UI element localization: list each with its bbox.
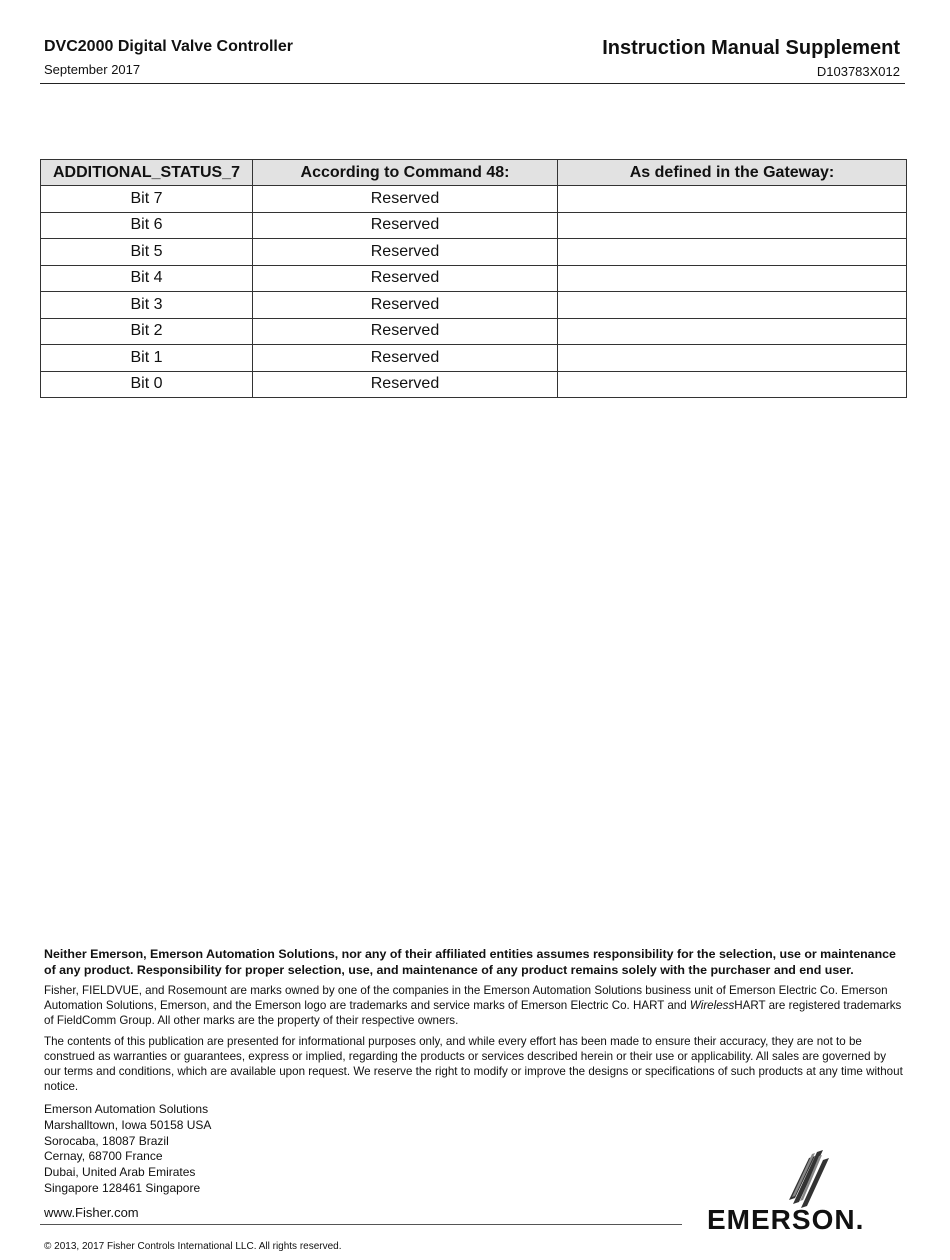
website-link[interactable]: www.Fisher.com [44,1205,139,1220]
bit-cell: Bit 2 [41,318,253,345]
table-row [41,292,907,319]
bit-cell: Bit 0 [41,371,253,398]
bit-cell: Bit 5 [41,239,253,266]
command48-cell: Reserved [253,265,558,292]
gateway-cell [558,186,907,213]
emerson-logo-icon [779,1150,833,1208]
column-header-status: ADDITIONAL_STATUS_7 [41,160,253,186]
contents-notice: The contents of this publication are presented for informational purposes only, and while every effort has been made to ensure their accuracy, they are not to be construed as warranties or guarantees, express or implied, regarding the products or services described herein or their use or applicability. All sales are governed by our terms and conditions, which are available upon request. We reserve the right to modify or improve the designs or specifications of such products at any time without notice. [44,1035,903,1093]
command48-cell: Reserved [253,371,558,398]
liability-disclaimer: Neither Emerson, Emerson Automation Solutions, nor any of their affiliated entities assumes responsibility for the selection, use or maintenance of any product. Responsibility for proper selection, use, and maintenance of any product remains solely with the purchaser and end user. [44,947,896,977]
bit-cell: Bit 4 [41,265,253,292]
command48-cell: Reserved [253,345,558,372]
address-line: Cernay, 68700 France [44,1149,163,1164]
gateway-cell [558,239,907,266]
table-row [41,318,907,345]
command48-cell: Reserved [253,318,558,345]
company-addresses [44,1102,211,1197]
table-row [41,239,907,266]
emerson-logo [707,1150,907,1236]
command48-cell: Reserved [253,186,558,213]
table-header-row [41,160,907,186]
trademark-text-part1: Fisher, FIELDVUE, and Rosemount are marks owned by one of the companies in the Emerson Automation Solutions business unit of Emerson Electric Co. Emerson Automation Solutions, Emerson, and the Emerson logo are trademarks and service marks of Emerson Electric Co. HART and [44,984,888,1012]
address-line: Marshalltown, Iowa 50158 USA [44,1117,212,1132]
product-title: DVC2000 Digital Valve Controller [44,38,293,55]
table-row [41,265,907,292]
bit-cell: Bit 6 [41,212,253,239]
command48-cell: Reserved [253,292,558,319]
emerson-wordmark: EMERSON. [707,1204,865,1235]
gateway-cell [558,265,907,292]
gateway-cell [558,212,907,239]
column-header-gateway: As defined in the Gateway: [558,160,907,186]
bit-cell: Bit 3 [41,292,253,319]
table-row [41,371,907,398]
bit-cell: Bit 7 [41,186,253,213]
gateway-cell [558,345,907,372]
address-line: Sorocaba, 18087 Brazil [44,1133,169,1148]
command48-cell: Reserved [253,239,558,266]
trademark-text-italic: Wireless [689,999,735,1012]
document-number: D103783X012 [816,64,900,79]
footer-divider [40,1224,682,1225]
address-line: Singapore 128461 Singapore [44,1180,201,1195]
gateway-cell [558,292,907,319]
trademark-text-part2: HART are registered trademarks of FieldComm Group. All other marks are the property of their respective owners. [44,999,902,1027]
gateway-cell [558,318,907,345]
trademark-notice [44,983,904,1028]
publication-date: September 2017 [44,62,141,77]
table-row [41,345,907,372]
copyright-notice: © 2013, 2017 Fisher Controls International LLC. All rights reserved. [44,1241,342,1252]
header-divider [40,83,905,84]
additional-status-table [40,159,907,398]
document-type: Instruction Manual Supplement [602,37,900,59]
table-row [41,212,907,239]
table-row [41,186,907,213]
gateway-cell [558,371,907,398]
address-line: Dubai, United Arab Emirates [44,1165,196,1180]
company-name: Emerson Automation Solutions [44,1102,209,1116]
column-header-command48: According to Command 48: [253,160,558,186]
bit-cell: Bit 1 [41,345,253,372]
command48-cell: Reserved [253,212,558,239]
